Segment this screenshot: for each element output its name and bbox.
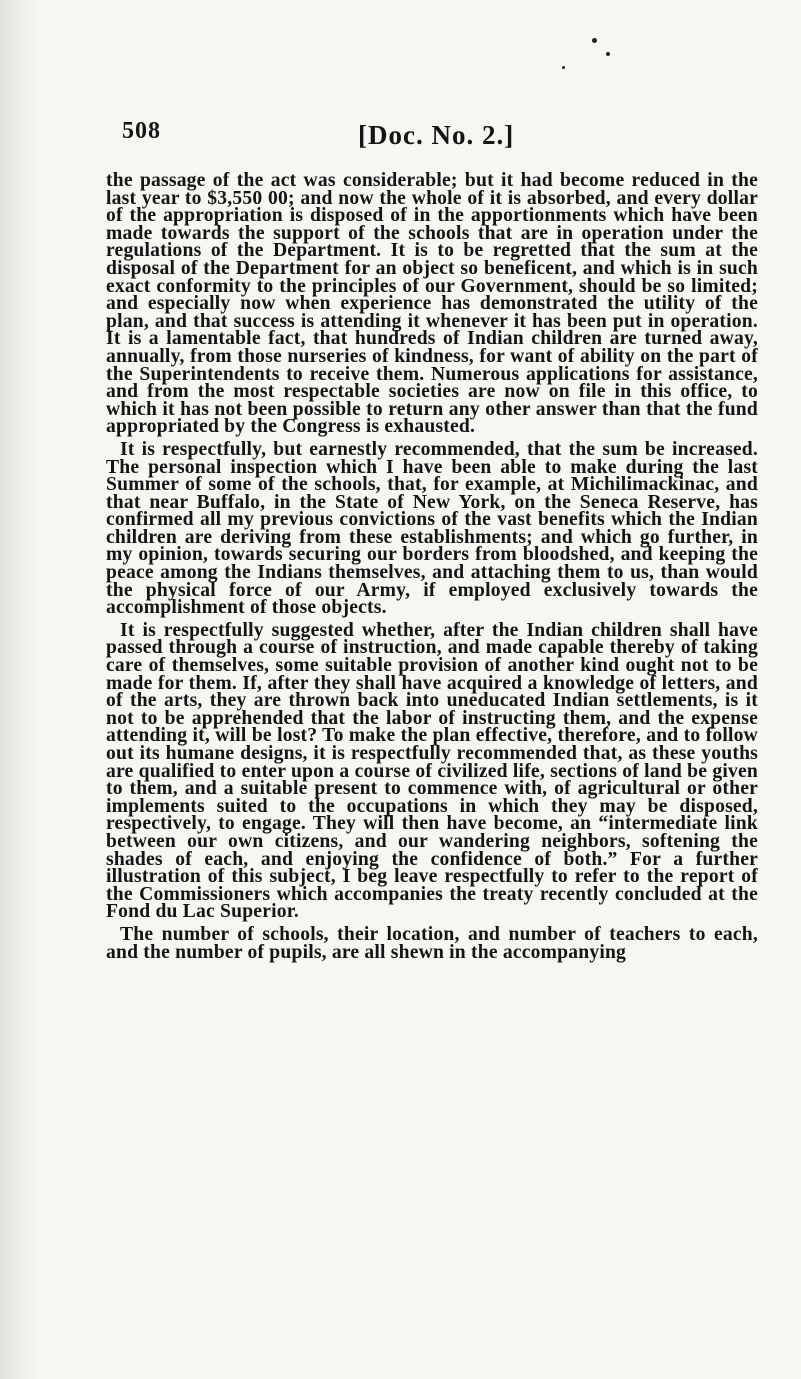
ink-speck <box>606 52 610 56</box>
paragraph-schools: The number of schools, their location, and number of teachers to each, and the number of pupils, are all shewn in the accompanying <box>106 923 758 963</box>
page-edge-shadow <box>0 0 38 1379</box>
document-reference: [Doc. No. 2.] <box>358 120 515 150</box>
paragraph-continuation: the passage of the act was considerable; but it had become reduced in the last year to $3,550 00; and now the whole of it is absorbed, and every dollar of the appropriation is disposed of in the apportionments which have been made towards the support of the schools that are in operation under the regulations of the Department. It is to be regretted that the sum at the disposal of the Department for an object so beneficent, and which is in such exact conformity to the principles of our Government, should be so limited; and especially now when experience has demonstrated the utility of the plan, and that success is attending it whenever it has been put in operation. It is a lamentable fact, that hundreds of Indian children are turned away, annually, from those nurseries of kindness, for want of ability on the part of the Superintendents to receive them. Numerous applications for assistance, and from the most respectable societies are now on file in this office, to which it has not been possible to return any other answer than that the fund appropriated by the Congress is exhausted. <box>106 170 758 438</box>
page-number: 508 <box>122 118 161 144</box>
ink-speck <box>592 38 597 43</box>
body-text <box>106 172 758 966</box>
ink-speck <box>562 66 565 69</box>
page-header <box>0 108 801 158</box>
paragraph-provision: It is respectfully suggested whether, after the Indian children shall have passed through a course of instruction, and made capable thereby of taking care of themselves, some suitable provision of another kind ought not to be made for them. If, after they shall have acquired a knowledge of letters, and of the arts, they are thrown back into uneducated Indian settlements, is it not to be apprehended that the labor of instructing them, and the expense attending it, will be lost? To make the plan effective, therefore, and to follow out its humane designs, it is respectfully recommended that, as these youths are qualified to enter upon a course of civilized life, sections of land be given to them, and a suitable present to commence with, of agricultural or other implements suited to the occupations in which they may be disposed, respectively, to engage. They will then have become, an “intermediate link between our own citizens, and our wandering neighbors, softening the shades of each, and enjoying the confidence of both.” For a further illustration of this subject, I beg leave respectfully to refer to the report of the Commissioners which accompanies the treaty recently concluded at the Fond du Lac Superior. <box>106 619 758 923</box>
paragraph-recommendation: It is respectfully, but earnestly recommended, that the sum be increased. The personal inspection which I have been able to make during the last Summer of some of the schools, that, for example, at Michilimackinac, and that near Buffalo, in the State of New York, on the Seneca Reserve, has confirmed all my previous convictions of the vast benefits which the Indian children are deriving from these establishments; and which go further, in my opinion, towards securing our borders from bloodshed, and keeping the peace among the Indians themselves, and attaching them to us, than would the physical force of our Army, if employed exclusively towards the accomplishment of those objects. <box>106 438 758 619</box>
